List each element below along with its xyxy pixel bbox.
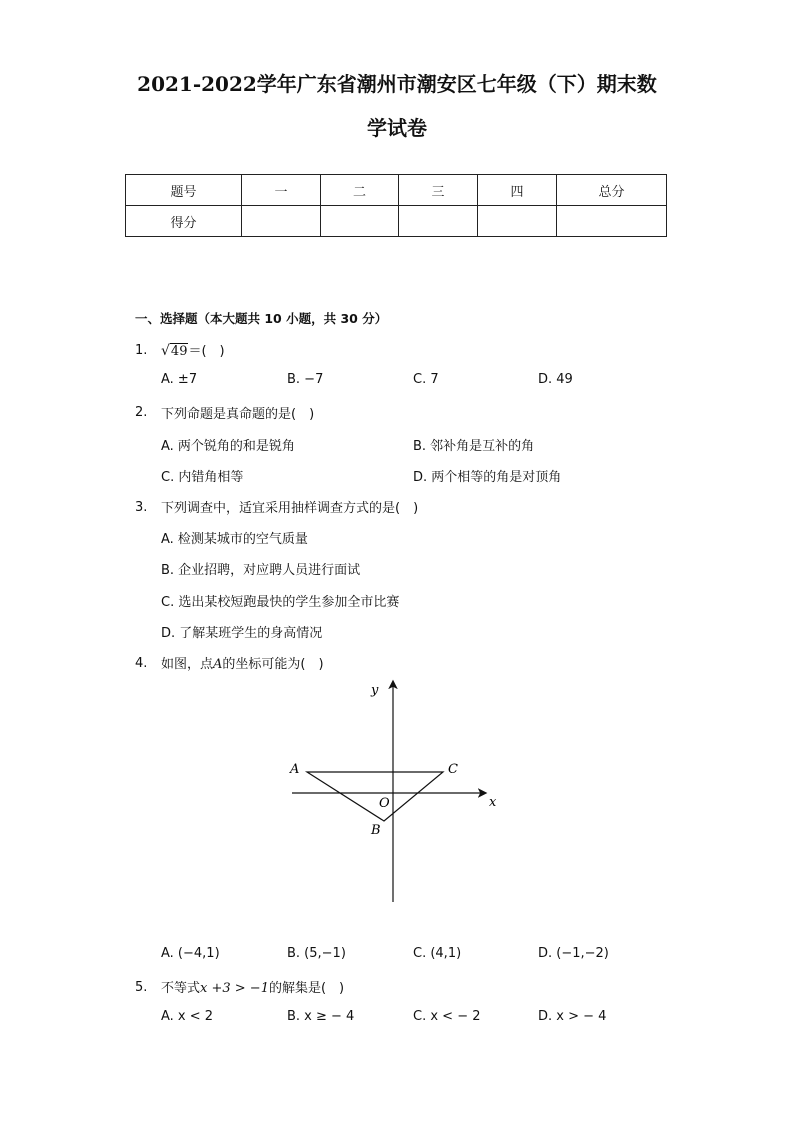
score-cell: 二 xyxy=(321,175,399,206)
option-c: C. 内错角相等 xyxy=(161,470,244,485)
option-b: B. 企业招聘，对应聘人员进行面试 xyxy=(161,563,361,578)
score-cell: 得分 xyxy=(126,206,242,237)
score-cell: 总分 xyxy=(557,175,667,206)
option-b: B. −7 xyxy=(287,372,324,387)
score-cell xyxy=(557,206,667,237)
score-cell: 四 xyxy=(478,175,557,206)
exam-title-line1: 2021-2022学年广东省潮州市潮安区七年级（下）期末数 xyxy=(137,72,657,96)
option-a: A. ±7 xyxy=(161,372,198,387)
question-number: 2. xyxy=(135,405,148,420)
coordinate-figure xyxy=(280,676,520,908)
score-cell: 一 xyxy=(242,175,321,206)
point-c-label: C xyxy=(448,762,458,777)
option-d: D. 49 xyxy=(538,372,573,387)
score-table-header-row xyxy=(126,175,667,206)
question-2-text: 下列命题是真命题的是( ) xyxy=(161,407,315,422)
point-a-label: A xyxy=(290,762,300,777)
sqrt-expression: √49 xyxy=(161,343,188,359)
score-cell xyxy=(242,206,321,237)
option-a: A. x < 2 xyxy=(161,1009,214,1024)
question-1-stem: ＝( ) xyxy=(188,344,225,359)
option-c: C. 7 xyxy=(413,372,439,387)
score-cell: 三 xyxy=(399,175,478,206)
option-b: B. (5,−1) xyxy=(287,946,346,961)
question-1-text xyxy=(161,340,225,359)
option-a: A. 两个锐角的和是锐角 xyxy=(161,439,295,454)
option-d: D. 了解某班学生的身高情况 xyxy=(161,626,323,641)
option-b: B. x ≥ − 4 xyxy=(287,1009,355,1024)
section-heading: 一、选择题（本大题共 10 小题，共 30 分） xyxy=(135,311,388,326)
option-c: C. 选出某校短跑最快的学生参加全市比赛 xyxy=(161,595,400,610)
question-5-stem-pre: 不等式 xyxy=(161,981,201,996)
score-cell xyxy=(399,206,478,237)
question-number: 1. xyxy=(135,343,148,358)
option-b: B. 邻补角是互补的角 xyxy=(413,439,535,454)
score-cell xyxy=(321,206,399,237)
question-5-stem-post: 的解集是( ) xyxy=(268,981,345,996)
score-table xyxy=(125,174,667,237)
triangle-abc xyxy=(307,772,443,821)
option-c: C. x < − 2 xyxy=(413,1009,481,1024)
exam-title-line2: 学试卷 xyxy=(367,116,427,140)
question-4-stem-post: 的坐标可能为( ) xyxy=(222,657,324,672)
question-4-text xyxy=(161,653,324,672)
option-c: C. (4,1) xyxy=(413,946,462,961)
question-3-text: 下列调查中，适宜采用抽样调查方式的是( ) xyxy=(161,501,419,516)
point-b-label: B xyxy=(371,823,381,838)
question-4-stem-pre: 如图，点 xyxy=(161,657,214,672)
option-a: A. (−4,1) xyxy=(161,946,220,961)
option-d: D. 两个相等的角是对顶角 xyxy=(413,470,562,485)
question-number: 5. xyxy=(135,980,148,995)
point-variable: A xyxy=(213,657,223,672)
option-d: D. (−1,−2) xyxy=(538,946,609,961)
score-table-score-row xyxy=(126,206,667,237)
origin-label: O xyxy=(379,796,390,811)
y-axis-label: y xyxy=(371,683,379,698)
inequality: x +3 > −1 xyxy=(200,981,269,996)
option-d: D. x > − 4 xyxy=(538,1009,607,1024)
score-cell xyxy=(478,206,557,237)
radicand: 49 xyxy=(170,344,188,359)
x-axis-label: x xyxy=(489,795,497,810)
question-number: 3. xyxy=(135,500,148,515)
option-a: A. 检测某城市的空气质量 xyxy=(161,532,308,547)
question-5-text xyxy=(161,977,344,996)
score-cell: 题号 xyxy=(126,175,242,206)
question-number: 4. xyxy=(135,656,148,671)
